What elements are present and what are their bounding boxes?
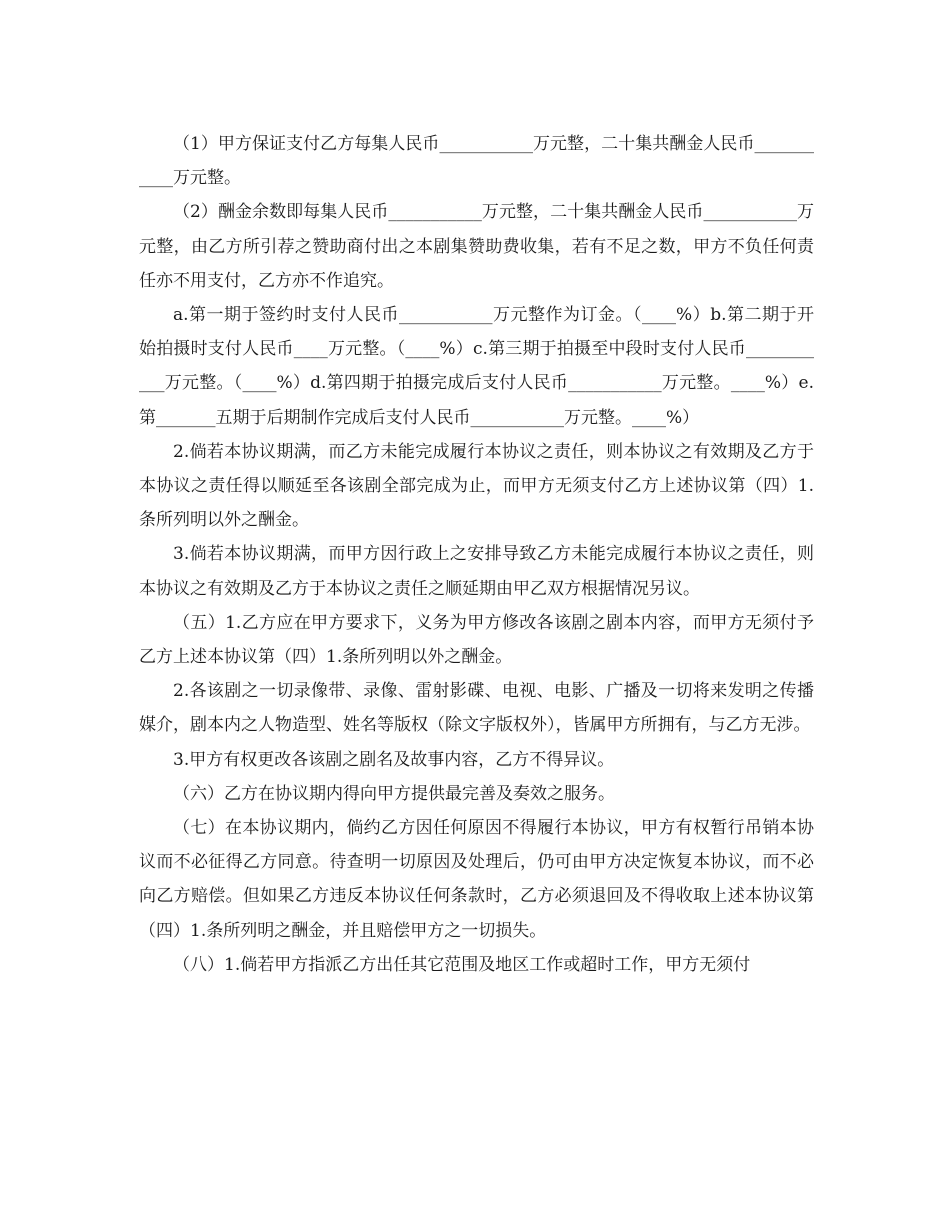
paragraph-service: （六）乙方在协议期内得向甲方提供最完善及奏效之服务。 bbox=[173, 783, 615, 804]
paragraph-installments: a.第一期于签约时支付人民币___________万元整作为订金。（____%）b.第二期于开始拍摄时支付人民币____万元整。（____%）c.第三期于拍摄至中段时支付人民币___________万元整。（____%）d.第四期于拍摄完成后支付人民币___________万元整。____%）e.第_______五期于后期制作完成后支付人民币___________万元整。____%） bbox=[139, 305, 814, 428]
paragraph-admin-delay: 3.倘若本协议期满，而甲方因行政上之安排导致乙方未能完成履行本协议之责任，则本协议之有效期及乙方于本协议之责任之顺延期由甲乙双方根据情况另议。 bbox=[139, 544, 814, 599]
document-body bbox=[139, 127, 814, 982]
paragraph-title-change: 3.甲方有权更改各该剧之剧名及故事内容，乙方不得异议。 bbox=[173, 749, 615, 770]
paragraph-copyright: 2.各该剧之一切录像带、录像、雷射影碟、电视、电影、广播及一切将来发明之传播媒介，剧本内之人物造型、姓名等版权（除文字版权外），皆属甲方所拥有，与乙方无涉。 bbox=[139, 681, 814, 736]
paragraph-term-extension: 2.倘若本协议期满，而乙方未能完成履行本协议之责任，则本协议之有效期及乙方于本协议之责任得以顺延至各该剧全部完成为止，而甲方无须支付乙方上述协议第（四）1.条所列明以外之酬金。 bbox=[139, 441, 814, 531]
paragraph-remaining-fee: （2）酬金余数即每集人民币___________万元整，二十集共酬金人民币___________万元整，由乙方所引荐之赞助商付出之本剧集赞助费收集，若有不足之数，甲方不负任何责任亦不用支付，乙方亦不作追究。 bbox=[139, 202, 814, 291]
paragraph-script-revision: （五）1.乙方应在甲方要求下，义务为甲方修改各该剧之剧本内容，而甲方无须付予乙方上述本协议第（四）1.条所列明以外之酬金。 bbox=[139, 612, 814, 668]
paragraph-payment-guarantee: （1）甲方保证支付乙方每集人民币___________万元整，二十集共酬金人民币___________万元整。 bbox=[139, 134, 814, 189]
paragraph-suspension: （七）在本协议期内，倘约乙方因任何原因不得履行本协议，甲方有权暂行吊销本协议而不必征得乙方同意。待查明一切原因及处理后，仍可由甲方决定恢复本协议，而不必向乙方赔偿。但如果乙方违反本协议任何条款时，乙方必须退回及不得收取上述本协议第（四）1.条所列明之酬金，并且赔偿甲方之一切损失。 bbox=[139, 818, 814, 941]
paragraph-other-work: （八）1.倘若甲方指派乙方出任其它范围及地区工作或超时工作，甲方无须付 bbox=[173, 954, 751, 975]
